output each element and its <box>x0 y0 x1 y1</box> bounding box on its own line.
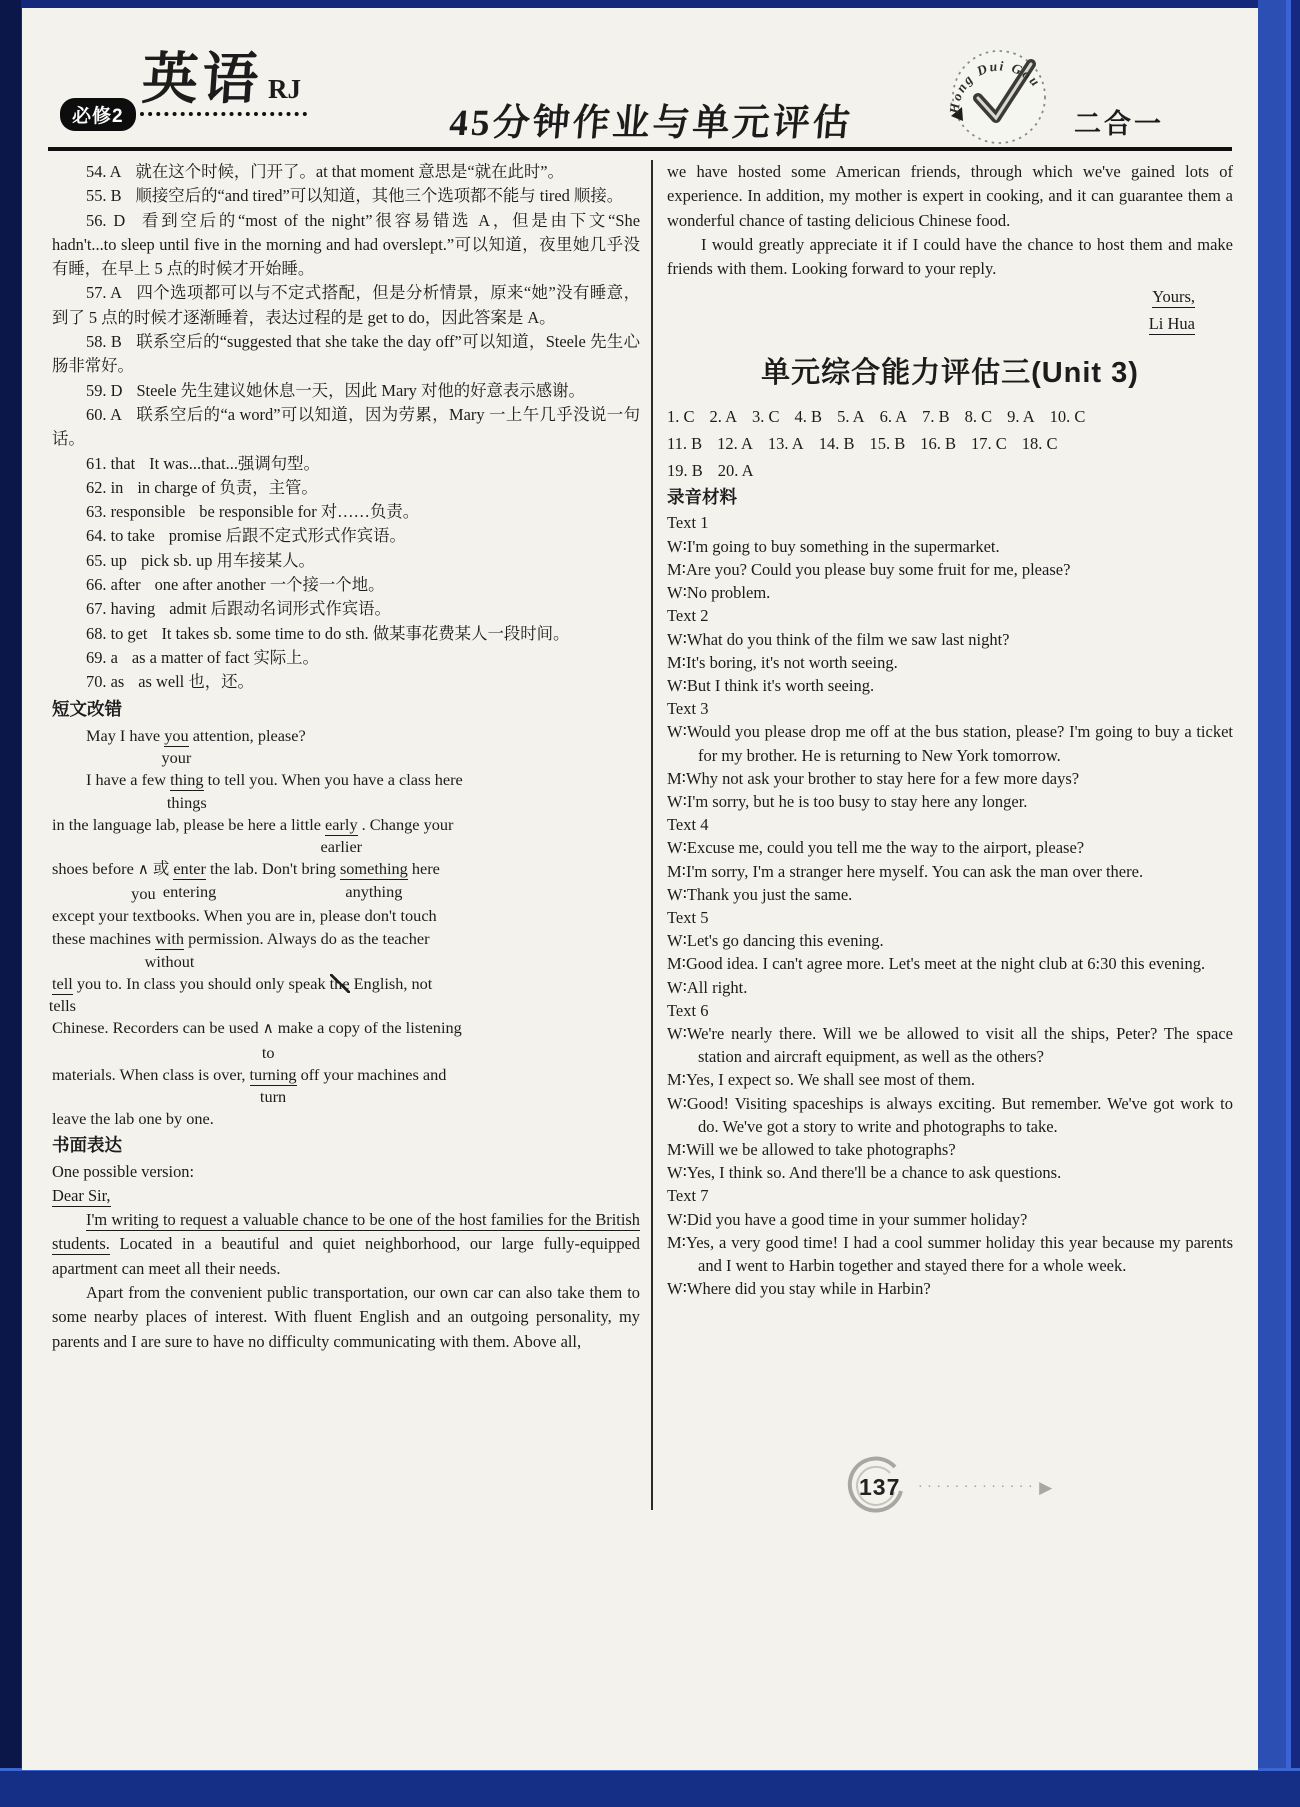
dialog-line-text: Yes, a very good time! I had a cool summer holiday this year because my parents and I went to Harbin together and stayed there for a whole week. <box>685 1232 1233 1275</box>
answer-explanation: admit 后跟动名词形式作宾语。 <box>169 599 391 619</box>
answer-number: 62. in <box>86 477 124 497</box>
left-column <box>48 160 640 1354</box>
correction-line: these machines with without permission. Always do as the teacher <box>52 929 430 971</box>
dialog-line-text: It's boring, it's not worth seeing. <box>685 652 898 672</box>
correction-line: materials. When class is over, turning turn off your machines and <box>52 1064 447 1107</box>
answer-key-row <box>667 457 1233 484</box>
answer-number: 54. A <box>86 162 122 181</box>
answer-explanation: as well 也，还。 <box>138 672 254 692</box>
dialog-line <box>667 1068 1233 1091</box>
answer-key-cell: 17. C <box>970 434 1007 454</box>
dialog-lines <box>667 720 1233 813</box>
stamp-text: Hong Dui Gou <box>946 58 1044 115</box>
answer-number: 67. having <box>86 599 156 619</box>
dialog-line-text: Thank you just the same. <box>686 884 853 904</box>
speaker-label: M ∶ <box>667 560 686 579</box>
answer-key-cell: 3. C <box>752 407 780 427</box>
dialog-line <box>667 952 1233 975</box>
dialog-text-block <box>667 604 1233 697</box>
dialog-line-text: Good! Visiting spaceships is always exciting. But remember. We've got work to do. We've got a story to write and photographs to take. <box>686 1093 1233 1136</box>
speaker-label: W ∶ <box>667 792 687 811</box>
dialog-line-text: Where did you stay while in Harbin? <box>686 1279 931 1299</box>
answer-key-cell: 13. A <box>767 434 804 454</box>
correction-line: Chinese. Recorders can be used ∧ to make a copy of the listening <box>52 1018 462 1062</box>
answer-item <box>52 379 640 403</box>
speaker-label: W ∶ <box>667 630 687 649</box>
dotted-leader <box>918 1480 1037 1496</box>
answer-key-cell: 19. B <box>667 461 703 481</box>
dialog-line-text: I'm sorry, I'm a stranger here myself. You can ask the man over there. <box>685 861 1144 881</box>
correction-line: shoes before ∧ you 或 enter entering the lab. Don't bring something anything here <box>52 859 440 903</box>
dialog-line <box>667 836 1233 859</box>
answer-number: 68. to get <box>86 623 148 643</box>
dialog-line-text: Will we be allowed to take photographs? <box>685 1139 956 1159</box>
dialog-text-title: Text 5 <box>667 907 709 927</box>
dialog-line <box>667 929 1233 952</box>
answer-key-cell: 5. A <box>837 407 865 427</box>
dialog-line <box>667 1208 1233 1231</box>
answer-key-cell: 15. B <box>869 434 906 454</box>
signature-text: Yours, <box>1152 287 1195 307</box>
dialog-line-text: We're nearly there. Will we be allowed to visit all the ships, Peter? The space station and aircraft equipment, as well as the others? <box>686 1023 1233 1067</box>
answer-key-row <box>667 403 1233 430</box>
signature-text: Li Hua <box>1148 314 1195 334</box>
correction-line: May I have you your attention, please? <box>86 725 306 768</box>
answer-number: 70. as <box>86 672 125 692</box>
answer-explanation: 就在这个时候，门开了。at that moment 意思是“就在此时”。 <box>135 162 564 181</box>
speaker-label: M ∶ <box>667 1233 686 1252</box>
dialog-line-text: What do you think of the film we saw last night? <box>686 629 1010 649</box>
answer-key-cell: 9. A <box>1007 407 1035 427</box>
dialog-text-block <box>667 511 1233 604</box>
page-number: 137 <box>859 1474 901 1500</box>
arrow-icon: ▶ <box>1039 1478 1053 1497</box>
correction-line: except your textbooks. When you are in, please don't touch <box>52 905 437 925</box>
speaker-label: M ∶ <box>667 954 686 973</box>
speaker-label: M ∶ <box>667 1140 686 1159</box>
dialog-line-text: Why not ask your brother to stay here for a few more days? <box>685 768 1080 788</box>
letter-signature <box>667 283 1233 337</box>
dialog-line-text: Are you? Could you please buy some fruit for me, please? <box>685 559 1071 579</box>
dialog-text-title: Text 1 <box>667 513 709 533</box>
right-column <box>667 160 1233 1300</box>
dialog-line-text: Let's go dancing this evening. <box>686 931 884 951</box>
answer-key-cell: 2. A <box>709 407 738 427</box>
dialog-line-text: I'm sorry, but he is too busy to stay here any longer. <box>686 791 1028 811</box>
answer-key-cell: 4. B <box>794 407 823 427</box>
dialog-line <box>667 1138 1233 1161</box>
dialog-text-title: Text 2 <box>667 606 709 626</box>
answer-explanation: as a matter of fact 实际上。 <box>131 647 319 667</box>
dialog-text-title: Text 6 <box>667 1000 709 1020</box>
answer-item <box>52 524 640 548</box>
answer-key-cell: 18. C <box>1021 434 1058 454</box>
dialog-lines <box>667 929 1233 999</box>
answer-number: 69. a <box>86 647 118 667</box>
speaker-label: W ∶ <box>667 978 687 997</box>
correction-line: I have a few thing things to tell you. When you have a class here <box>86 770 463 812</box>
dialog-line <box>667 1231 1233 1277</box>
two-in-one-label: 二合一 <box>1074 109 1164 139</box>
dialog-text-title: Text 7 <box>667 1186 709 1206</box>
speaker-label: W ∶ <box>667 1163 687 1182</box>
answer-explanation: 顺接空后的“and tired”可以知道，其他三个选项都不能与 tired 顺接。 <box>135 186 624 206</box>
book-level-badge: 必修2 <box>60 98 136 131</box>
dialog-line <box>667 674 1233 697</box>
dialog-text-block <box>667 1184 1233 1300</box>
bottom-blue-strip <box>0 1768 1300 1807</box>
logo-edition: RJ <box>268 74 301 104</box>
answer-item <box>52 452 640 476</box>
answer-item <box>52 330 640 379</box>
dialog-line <box>667 581 1233 604</box>
answer-key-rows <box>667 403 1233 484</box>
speaker-label: W ∶ <box>667 931 687 950</box>
answer-item <box>52 622 640 646</box>
answer-key-cell: 1. C <box>667 407 695 427</box>
speaker-label: W ∶ <box>667 676 687 695</box>
answer-explanation: promise 后跟不定式形式作宾语。 <box>168 526 406 546</box>
answer-explanation: It takes sb. some time to do sth. 做某事花费某人一段时间。 <box>161 623 570 643</box>
dialog-lines <box>667 535 1233 605</box>
answer-key-cell: 20. A <box>717 461 754 481</box>
sample-version-label: One possible version: <box>52 1161 195 1181</box>
dialog-text-block <box>667 999 1233 1185</box>
dialog-text-block <box>667 813 1233 906</box>
unit-assessment-heading: 单元综合能力评估三(Unit 3) <box>761 357 1139 390</box>
answer-number: 64. to take <box>86 526 155 546</box>
essay-continuation-paragraph: we have hosted some American friends, through which we've gained lots of experience. In addition, my mother is expert in cooking, and it can guarantee them a wonderful chance of tasting delicious Chinese food. <box>667 162 1233 230</box>
answer-key-cell: 16. B <box>920 434 956 454</box>
answer-number: 60. A <box>86 404 122 424</box>
dialog-line-text: All right. <box>686 977 748 997</box>
dialog-lines <box>667 1022 1233 1184</box>
answer-key-cell: 7. B <box>922 407 950 427</box>
answer-number: 56. D <box>86 210 126 230</box>
dialog-line-text: But I think it's worth seeing. <box>686 675 875 695</box>
essay-closing-paragraph: I would greatly appreciate it if I could have the chance to host them and make friends with them. Looking forward to your reply. <box>667 234 1233 279</box>
answer-item <box>52 160 640 184</box>
dialog-line-text: Yes, I think so. And there'll be a chance to ask questions. <box>686 1163 1062 1183</box>
answer-item <box>52 281 640 330</box>
dialog-lines <box>667 836 1233 906</box>
column-divider <box>651 160 653 1510</box>
answer-key-cell: 12. A <box>717 434 753 454</box>
answer-key-cell: 6. A <box>879 407 908 427</box>
speaker-label: M ∶ <box>667 862 686 881</box>
speaker-label: M ∶ <box>667 769 686 788</box>
answer-list <box>52 160 640 695</box>
answer-explanation: pick sb. up 用车接某人。 <box>140 550 315 570</box>
dialog-line-text: Would you please drop me off at the bus station, please? I'm going to buy a ticket for my brother. He is returning to New York tomorrow. <box>686 722 1233 765</box>
dialog-line <box>667 558 1233 581</box>
page-title: 45分钟作业与单元评估 <box>447 103 855 144</box>
answer-item <box>52 500 640 524</box>
answer-item <box>52 476 640 500</box>
speaker-label: W ∶ <box>667 838 687 857</box>
answer-number: 61. that <box>86 453 136 473</box>
speaker-label: W ∶ <box>667 537 687 556</box>
speaker-label: W ∶ <box>667 885 687 904</box>
recording-material-heading: 录音材料 <box>667 487 737 508</box>
page-number-circle <box>844 1456 908 1520</box>
answer-item <box>52 573 640 597</box>
signature-line <box>667 283 1195 310</box>
answer-explanation: It was...that...强调句型。 <box>149 453 320 473</box>
answer-explanation: 联系空后的“a word”可以知道，因为劳累，Mary 一上午几乎没说一句话。 <box>52 404 640 449</box>
series-logo <box>139 49 307 116</box>
dialog-line-text: Did you have a good time in your summer holiday? <box>686 1209 1028 1229</box>
dialog-line <box>667 628 1233 651</box>
speaker-label: W ∶ <box>667 583 687 602</box>
answer-number: 55. B <box>86 186 122 206</box>
essay-paragraph-2: Apart from the convenient public transportation, our own car can also take them to some nearby places of interest. With fluent English and an outgoing personality, my parents and I are sure to have no difficulty communicating with them. Above all, <box>52 1283 640 1351</box>
dialog-line <box>667 1092 1233 1138</box>
listening-texts <box>667 511 1233 1300</box>
dialog-line-text: Yes, I expect so. We shall see most of them. <box>685 1070 976 1090</box>
speaker-label: M ∶ <box>667 653 686 672</box>
correction-line: in the language lab, please be here a little early earlier . Change your <box>52 814 454 857</box>
checkmark-stamp <box>944 42 1056 148</box>
signature-line <box>667 310 1195 337</box>
dialog-text-block <box>667 697 1233 813</box>
speaker-label: W ∶ <box>667 1024 687 1043</box>
speaker-label: W ∶ <box>667 1279 687 1298</box>
answer-number: 57. A <box>86 283 122 303</box>
answer-key-cell: 14. B <box>818 434 855 454</box>
error-correction-passage <box>48 724 640 1131</box>
speaker-label: M ∶ <box>667 1070 686 1089</box>
dialog-text-title: Text 3 <box>667 699 709 719</box>
answer-explanation: one after another 一个接一个地。 <box>154 575 385 595</box>
answer-explanation: 看到空后的“most of the night”很容易错选 A，但是由下文“She hadn't...to sleep until five in the morning and had overslept.”可以知道，夜里她几乎没有睡，在早上 5 点的时候才开始睡。 <box>52 210 640 279</box>
dialog-line <box>667 535 1233 558</box>
answer-number: 63. responsible <box>86 502 186 522</box>
dialog-line <box>667 651 1233 674</box>
dialog-line-text: Good idea. I can't agree more. Let's meet at the night club at 6:30 this evening. <box>685 954 1206 974</box>
answer-explanation: be responsible for 对……负责。 <box>199 502 420 522</box>
essay-paragraph-1: I'm writing to request a valuable chance to be one of the host families for the British students. Located in a beautiful and quiet neighborhood, our large fully-equipped apartment can meet all their needs. <box>52 1210 640 1278</box>
dialog-line <box>667 1277 1233 1300</box>
dialog-line <box>667 976 1233 999</box>
answer-item <box>52 184 640 208</box>
dialog-line-text: No problem. <box>686 583 771 603</box>
error-correction-heading: 短文改错 <box>52 698 122 719</box>
page-footer <box>844 1456 1052 1520</box>
answer-number: 65. up <box>86 550 127 570</box>
scanned-page <box>22 8 1258 1770</box>
answer-item <box>52 403 640 452</box>
speaker-label: W ∶ <box>667 722 687 741</box>
answer-explanation: Steele 先生建议她休息一天，因此 Mary 对他的好意表示感谢。 <box>136 380 585 400</box>
dialog-line <box>667 720 1233 766</box>
speaker-label: W ∶ <box>667 1094 687 1113</box>
dialog-line-text: Excuse me, could you tell me the way to the airport, please? <box>686 838 1085 858</box>
salutation-text: Dear Sir, <box>52 1185 111 1205</box>
answer-item <box>52 670 640 694</box>
dialog-line <box>667 860 1233 883</box>
answer-key-cell: 11. B <box>667 434 703 454</box>
answer-number: 59. D <box>86 380 123 400</box>
dialog-lines <box>667 628 1233 698</box>
dialog-line <box>667 767 1233 790</box>
dialog-line <box>667 1022 1233 1068</box>
dialog-lines <box>667 1208 1233 1301</box>
answer-item <box>52 209 640 282</box>
answer-item <box>52 597 640 621</box>
correction-line: leave the lab one by one. <box>52 1109 214 1129</box>
dialog-line <box>667 790 1233 813</box>
answer-item <box>52 549 640 573</box>
dialog-text-block <box>667 906 1233 999</box>
answer-number: 66. after <box>86 575 141 595</box>
answer-key-cell: 10. C <box>1049 407 1086 427</box>
written-expression-heading: 书面表达 <box>52 1134 122 1155</box>
answer-key-cell: 8. C <box>964 407 993 427</box>
speaker-label: W ∶ <box>667 1210 687 1229</box>
answer-explanation: 联系空后的“suggested that she take the day off”可以知道，Steele 先生心肠非常好。 <box>52 332 640 376</box>
logo-subject: 英语 <box>139 49 265 111</box>
letter-salutation <box>52 1184 640 1208</box>
header-rule <box>48 147 1232 151</box>
dialog-line <box>667 1161 1233 1184</box>
dialog-line-text: I'm going to buy something in the supermarket. <box>686 536 1000 556</box>
answer-key-row <box>667 430 1233 457</box>
answer-number: 58. B <box>86 332 122 352</box>
dialog-line <box>667 883 1233 906</box>
answer-explanation: in charge of 负责，主管。 <box>137 477 318 497</box>
answer-explanation: 四个选项都可以与不定式搭配，但是分析情景，原来“她”没有睡意，到了 5 点的时候才逐渐睡着，表达过程的是 get to do，因此答案是 A。 <box>52 283 640 327</box>
answer-item <box>52 646 640 670</box>
correction-line: tell tells you to. In class you should only speak the English, not <box>48 973 433 1016</box>
dialog-text-title: Text 4 <box>667 815 709 835</box>
